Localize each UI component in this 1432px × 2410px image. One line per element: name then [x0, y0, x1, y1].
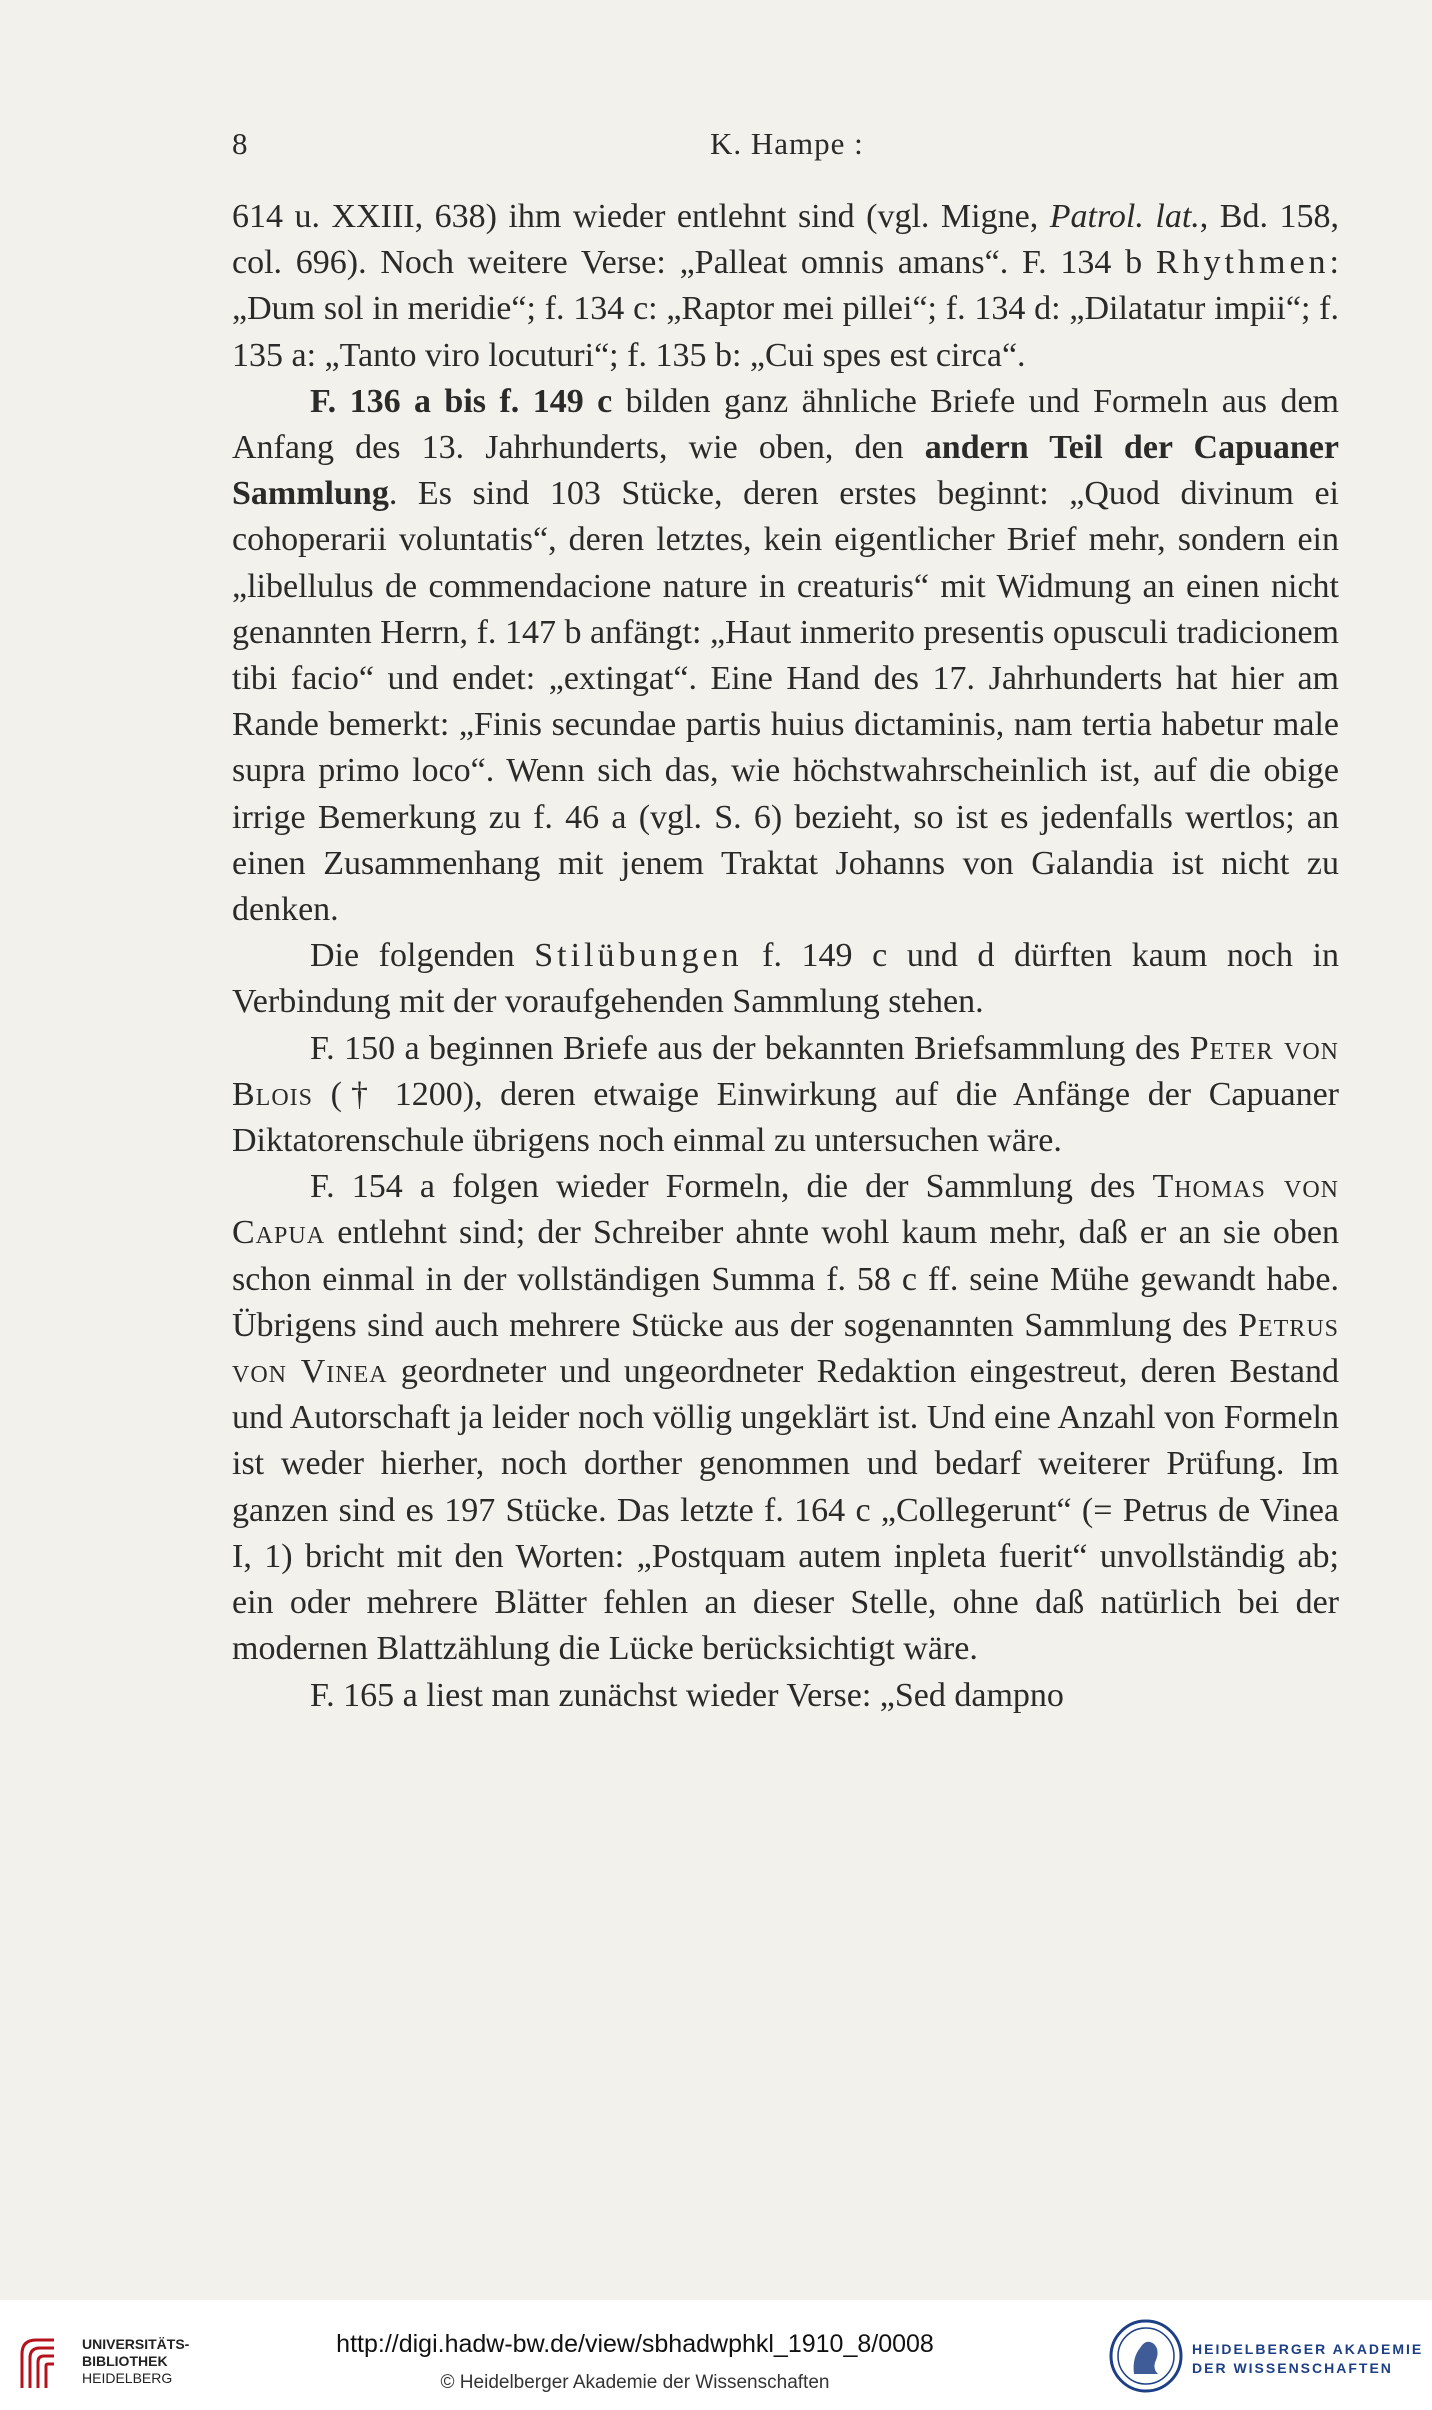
paragraph-1	[232, 194, 1339, 379]
university-library-name	[82, 2336, 189, 2387]
text-run: F. 154 a folgen wieder Formeln, die der Sammlung des	[310, 1168, 1153, 1206]
text-run: Die folgenden	[310, 937, 535, 975]
page-number: 8	[232, 126, 248, 161]
paragraph-2	[232, 379, 1339, 933]
academy-line: HEIDELBERGER AKADEMIE	[1192, 2341, 1424, 2357]
academy-name	[1192, 2340, 1423, 2378]
bold-folio-range: F. 136 a bis f. 149 c	[310, 382, 613, 420]
source-url-link[interactable]: http://digi.hadw-bw.de/view/sbhadwphkl_1910_8/0008	[336, 2330, 934, 2358]
small-caps-name: Peter von Blois	[232, 1029, 1339, 1113]
university-library-logo-icon	[14, 2332, 64, 2392]
ub-line: BIBLIOTHEK	[82, 2353, 168, 2369]
spaced-term: Stilübungen	[534, 937, 743, 975]
italic-title: Patrol. lat.	[1049, 198, 1200, 235]
paragraph-6	[232, 1673, 1339, 1719]
text-run: geordneter und ungeordneter Redaktion eingestreut, deren Bestand und Autorschaft ja leider noch völlig ungeklärt ist. Und eine Anzahl von Formeln ist weder hierher, noch dorther genommen und bedarf weiterer Prüfung. Im ganzen sind es 197 Stücke. Das letzte f. 164 c „Collegerunt“ (= Petrus de Vinea I, 1) bricht mit den Worten: „Postquam autem inpleta fuerit“ unvollständig ab; ein oder mehrere Blätter fehlen an dieser Stelle, ohne daß natürlich bei der modernen Blattzählung die Lücke berücksichtigt wäre.	[232, 1353, 1339, 1668]
text-run: († 1200), deren etwaige Einwirkung auf die Anfänge der Capuaner Diktatorenschule übrigens noch einmal zu untersuchen wäre.	[232, 1075, 1339, 1160]
spaced-term: Rhythmen	[1155, 244, 1330, 282]
academy-seal-icon	[1108, 2318, 1184, 2394]
text-run: , Bd. 158, col. 696). Noch weitere Verse: „Palleat omnis amans“. F. 134 b	[232, 198, 1339, 282]
text-run: : „Dum sol in meridie“; f. 134 c: „Raptor mei pillei“; f. 134 d: „Dilatatur impii“; f. 135 a: „Tanto viro locuturi“; f. 135 b: „Cui spes est circa“.	[232, 244, 1339, 374]
copyright-notice: © Heidelberger Akademie der Wissenschaften	[440, 2372, 830, 2393]
text-run: f. 149 c und d dürften kaum noch in Verbindung mit der voraufgehenden Sammlung stehen.	[232, 937, 1339, 1021]
text-run: F. 165 a liest man zunächst wieder Verse: „Sed dampno	[310, 1676, 1064, 1714]
body-text	[232, 194, 1339, 1719]
paragraph-5	[232, 1164, 1339, 1672]
ub-line: HEIDELBERG	[82, 2370, 173, 2386]
footer-bar	[0, 2300, 1432, 2410]
academy-line: DER WISSENSCHAFTEN	[1192, 2360, 1393, 2376]
ub-line: UNIVERSITÄTS-	[82, 2336, 190, 2352]
bold-term: andern Teil der Capuaner Sammlung	[232, 429, 1339, 513]
text-run: entlehnt sind; der Schreiber ahnte wohl kaum mehr, daß er an sie oben schon einmal in der vollständigen Summa f. 58 c ff. seine Mühe gewandt habe. Übrigens sind auch mehrere Stücke aus der sogenannten Sammlung des	[232, 1214, 1339, 1344]
text-run: F. 150 a beginnen Briefe aus der bekannten Briefsammlung des	[310, 1029, 1190, 1067]
page-header	[232, 126, 1344, 176]
text-run: 614 u. XXIII, 638) ihm wieder entlehnt sind (vgl. Migne,	[232, 198, 1050, 235]
paragraph-4	[232, 1026, 1339, 1165]
paragraph-3	[232, 933, 1339, 1025]
text-run: bilden ganz ähnliche Briefe und Formeln aus dem Anfang des 13. Jahrhunderts, wie oben, den	[232, 382, 1339, 467]
running-head: K. Hampe :	[710, 126, 864, 161]
small-caps-name: Thomas von Capua	[232, 1168, 1339, 1252]
small-caps-name: Petrus von Vinea	[232, 1306, 1339, 1391]
text-run: . Es sind 103 Stücke, deren erstes beginnt: „Quod divinum ei cohoperarii voluntatis“, deren letztes, kein eigentlicher Brief mehr, sondern ein „libellulus de commendacione nature in creaturis“ mit Widmung an einen nicht genannten Herrn, f. 147 b anfängt: „Haut inmerito presentis opusculi tradicionem tibi facio“ und endet: „extingat“. Eine Hand des 17. Jahrhunderts hat hier am Rande bemerkt: „Finis secundae partis huius dictaminis, nam tertia habetur male supra primo loco“. Wenn sich das, wie höchstwahrscheinlich ist, auf die obige irrige Bemerkung zu f. 46 a (vgl. S. 6) bezieht, so ist es jedenfalls wertlos; an einen Zusammenhang mit jenem Traktat Johanns von Galandia ist nicht zu denken.	[232, 475, 1339, 929]
